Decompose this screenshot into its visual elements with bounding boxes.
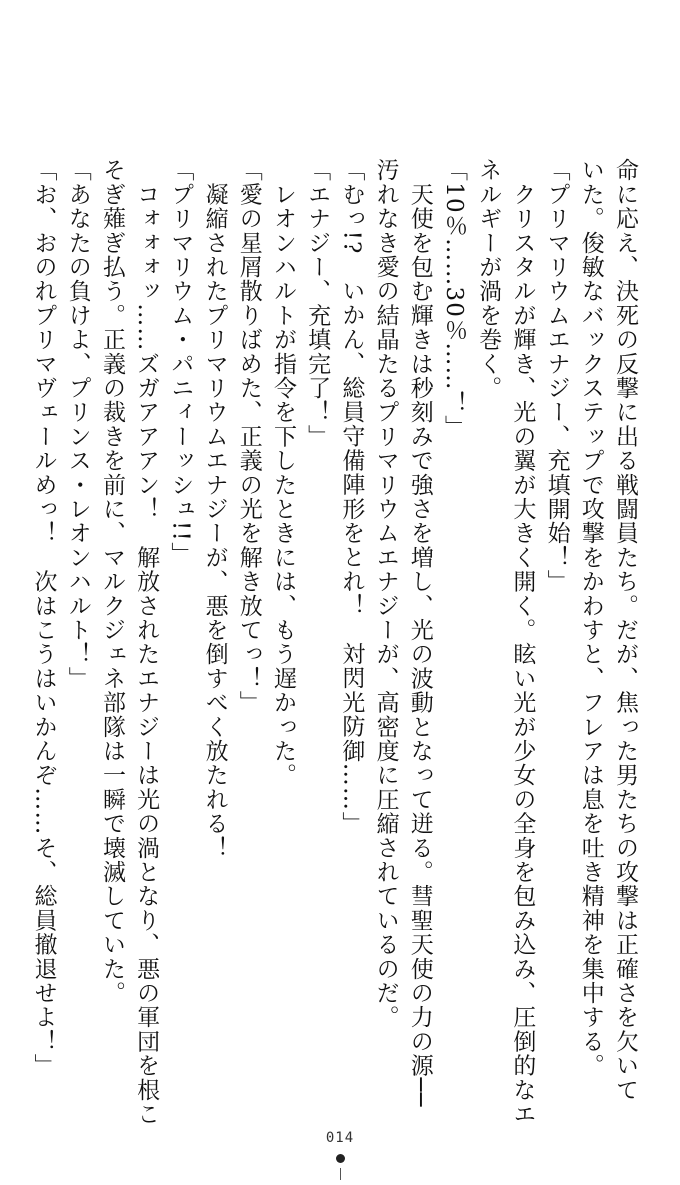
vertical-text-body [30, 158, 642, 1127]
text-line-15: コォォォッ……ズガアアアン！ 解放されたエナジーは光の渦となり、悪の軍団を根こ [133, 158, 160, 1127]
text-line-3: 「プリマリウムエナジー、充填開始！」 [543, 158, 570, 594]
text-line-14: 「プリマリウム・パニィーッシュ!!」 [167, 158, 194, 567]
page-marker-dot [336, 1154, 345, 1163]
text-line-4: クリスタルが輝き、光の翼が大きく開く。眩い光が少女の全身を包み込み、圧倒的なエ [509, 158, 536, 1126]
text-line-9: 「むっ!? いかん、総員守備陣形をとれ！ 対閃光防御……」 [338, 158, 365, 836]
text-line-1: 命に応え、決死の反撃に出る戦闘員たち。だが、焦った男たちの攻撃は正確さを欠いて [612, 158, 638, 1102]
text-line-10: 「エナジー、充填完了！」 [304, 158, 331, 449]
page-number: 014 [325, 1130, 355, 1146]
text-line-5: ネルギーが渦を巻く。 [475, 158, 502, 400]
text-line-2: いた。俊敏なバックステップで攻撃をかわすと、フレアは息を吐き精神を集中する。 [577, 158, 604, 1078]
text-line-12: 「愛の星屑散りばめた、正義の光を解き放てっ！」 [235, 158, 262, 715]
text-line-7: 天使を包む輝きは秒刻みで強さを増し、光の波動となって迸る。彗聖天使の力の源── [406, 158, 433, 1108]
text-line-11: レオンハルトが指令を下したときには、もう遅かった。 [269, 158, 296, 788]
text-line-13: 凝縮されたプリマリウムエナジーが、悪を倒すべく放たれる！ [201, 158, 228, 860]
text-line-18: 「お、おのれプリマヴェールめっ！ 次はこうはいかんぞ……そ、総員撤退せよ！」 [30, 158, 57, 1078]
text-line-8: 汚れなき愛の結晶たるプリマリウムエナジーが、高密度に圧縮されているのだ。 [372, 158, 399, 1030]
text-line-16: そぎ薙ぎ払う。正義の裁きを前に、マルクジェネ部隊は一瞬で壊滅していた。 [98, 158, 125, 1005]
page-marker-tick [340, 1168, 341, 1180]
text-line-6: 「10％……30％……！」 [440, 158, 467, 440]
text-line-17: 「あなたの負けよ、プリンス・レオンハルト！」 [64, 158, 91, 691]
